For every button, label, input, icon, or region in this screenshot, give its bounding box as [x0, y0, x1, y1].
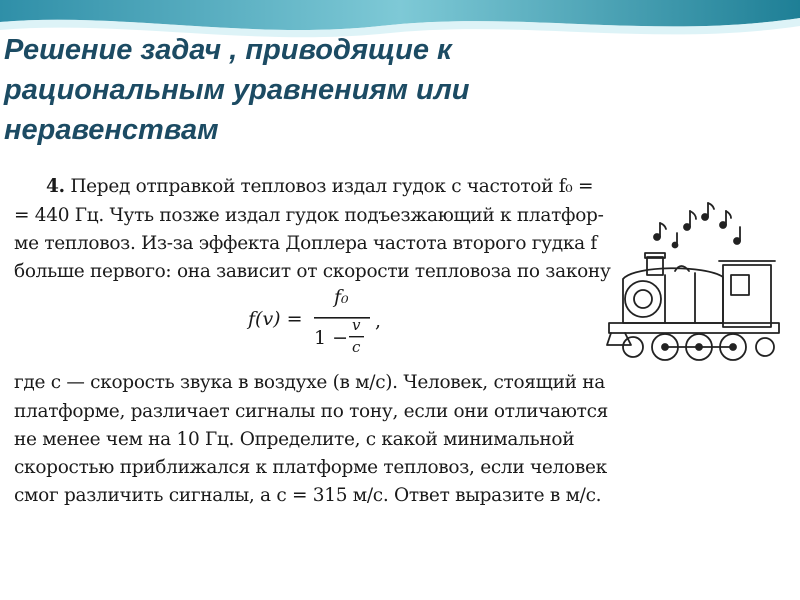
problem-line-7: не менее чем на 10 Гц. Определите, с какой минимальной — [14, 429, 575, 450]
problem-line-5: где c — скорость звука в воздухе (в м/с). Человек, стоящий на — [14, 372, 605, 393]
formula-lhs: f(v) = — [248, 308, 303, 330]
formula-numerator: f₀ — [334, 286, 349, 308]
formula-c: c — [352, 338, 361, 356]
problem-number: 4. — [46, 176, 65, 197]
problem-line-8: скоростью приближался к платформе тепловоз, если человек — [14, 457, 607, 478]
formula-v: v — [352, 316, 361, 334]
title-line-2: рациональным уравнениям или — [4, 74, 470, 106]
problem-line-6: платформе, различает сигналы по тону, если они отличаются — [14, 401, 609, 422]
problem-line-9: смог различить сигналы, а c = 315 м/с. Ответ выразите в м/с. — [14, 485, 602, 506]
steam-locomotive-icon — [605, 195, 785, 370]
music-notes-icon — [654, 203, 740, 248]
problem-line-2: = 440 Гц. Чуть позже издал гудок подъезжающий к платфор- — [14, 205, 604, 226]
problem-text — [10, 172, 610, 512]
slide-title — [4, 30, 644, 150]
formula-comma: , — [375, 310, 382, 332]
problem-line-4: больше первого: она зависит от скорости тепловоза по закону — [14, 261, 611, 282]
problem-line-1: 4. Перед отправкой тепловоз издал гудок с частотой f₀ = — [46, 176, 594, 197]
main-fraction-bar — [314, 317, 370, 320]
formula-denominator-one: 1 − — [314, 327, 349, 349]
title-line-1: Решение задач , приводящие к — [4, 34, 452, 66]
title-line-3: неравенствам — [4, 114, 219, 146]
doppler-formula — [248, 280, 408, 360]
problem-line-3: ме тепловоз. Из-за эффекта Доплера частота второго гудка f — [14, 233, 597, 254]
